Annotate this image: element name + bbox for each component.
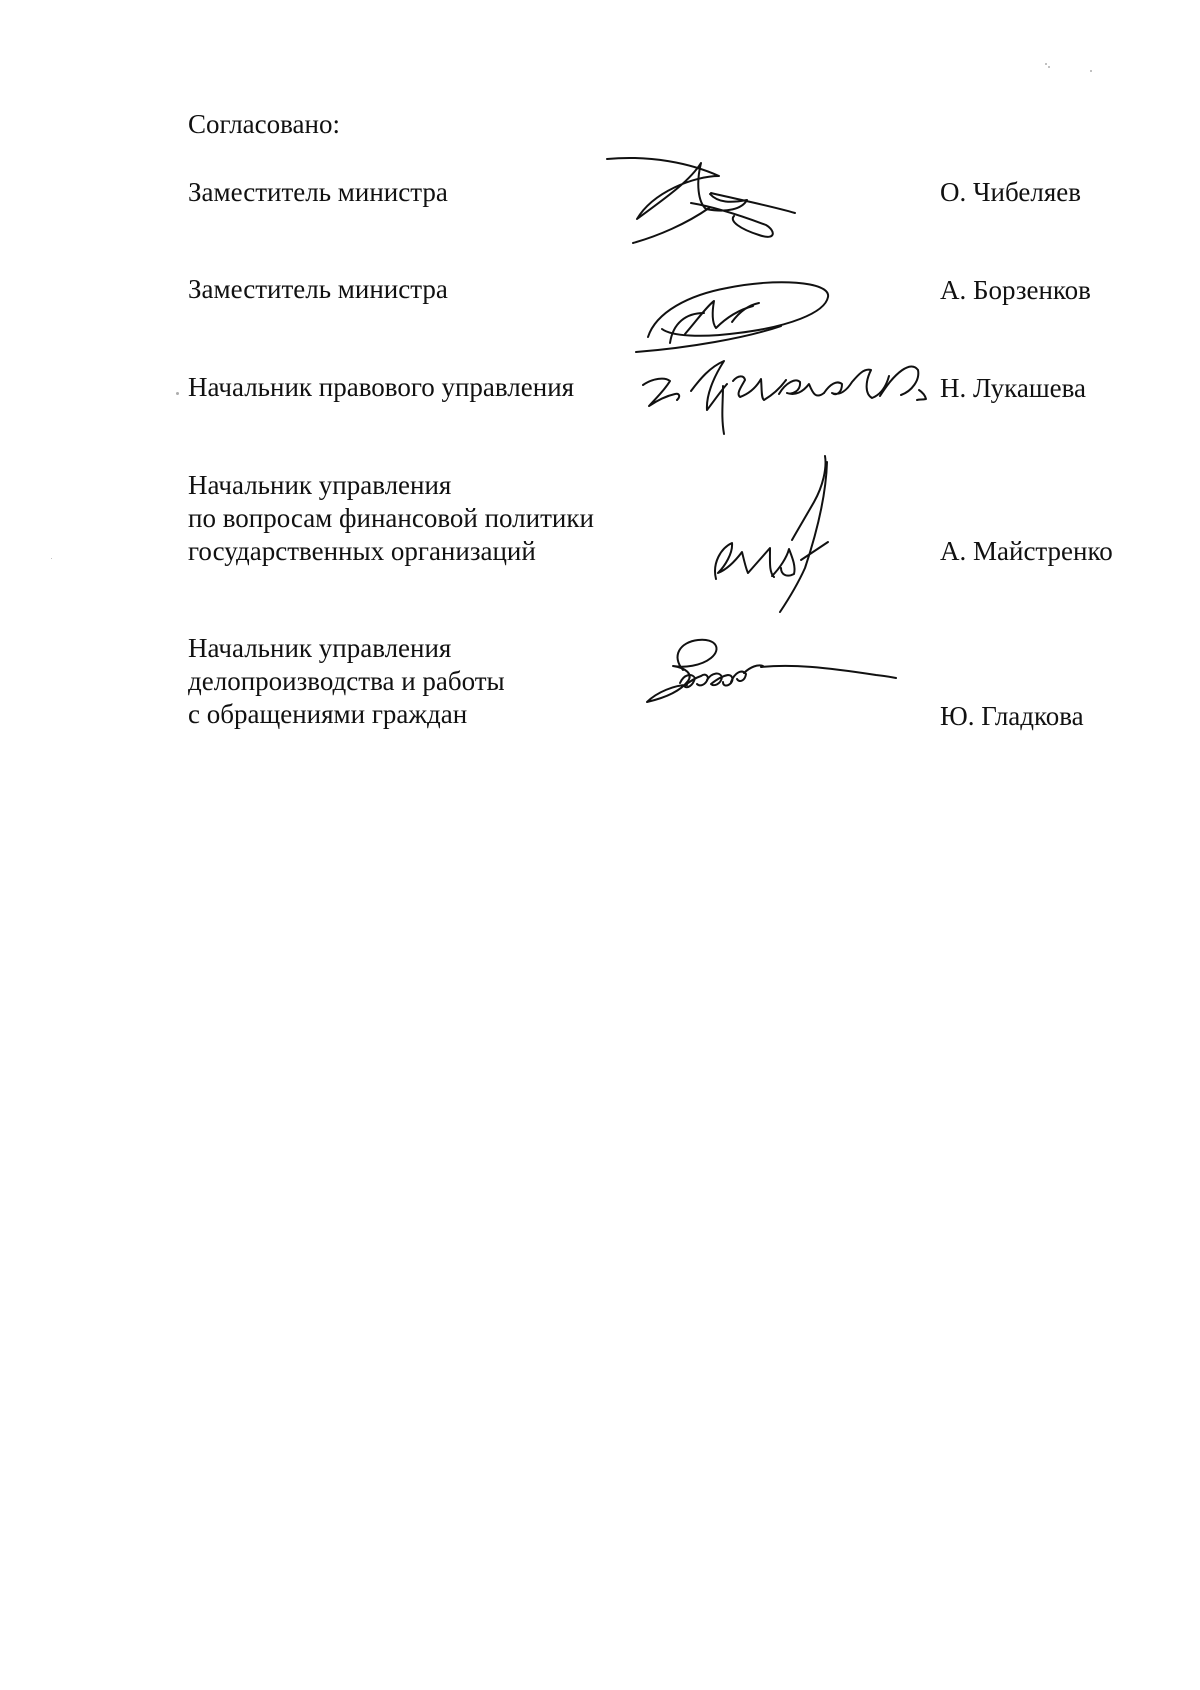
approver-name-maistrenko: А. Майстренко bbox=[940, 536, 1113, 566]
approver-position-2 bbox=[188, 273, 448, 306]
approver-position-line: Начальник управления bbox=[188, 633, 452, 663]
signature-lukasheva bbox=[633, 342, 928, 442]
approver-position-line: делопроизводства и работы bbox=[188, 666, 505, 696]
signature-chibelyaev bbox=[595, 145, 825, 245]
scan-speck bbox=[176, 392, 179, 395]
approver-position-line: по вопросам финансовой политики bbox=[188, 503, 594, 533]
approver-position-line: государственных организаций bbox=[188, 536, 536, 566]
signature-gladkova bbox=[640, 630, 900, 722]
approver-position-line: с обращениями граждан bbox=[188, 699, 468, 729]
approver-position-line: Заместитель министра bbox=[188, 274, 448, 304]
scan-speck bbox=[1045, 63, 1047, 65]
scan-speck bbox=[1090, 70, 1092, 72]
scan-speck bbox=[51, 558, 52, 559]
approver-name-lukasheva: Н. Лукашева bbox=[940, 373, 1086, 403]
approver-position-3 bbox=[188, 371, 574, 404]
approver-position-5 bbox=[188, 632, 505, 731]
approver-position-1 bbox=[188, 176, 448, 209]
approver-position-line: Начальник управления bbox=[188, 470, 452, 500]
approver-name-chibelyaev: О. Чибеляев bbox=[940, 177, 1081, 207]
approver-position-4 bbox=[188, 469, 594, 568]
approval-heading: Согласовано: bbox=[188, 109, 340, 139]
scan-speck bbox=[1048, 66, 1050, 68]
approver-name-borzenkov: А. Борзенков bbox=[940, 275, 1091, 305]
signature-maistrenko bbox=[690, 452, 840, 614]
scanner-mark bbox=[1038, 216, 1120, 232]
approver-position-line: Начальник правового управления bbox=[188, 372, 575, 402]
approver-position-line: Заместитель министра bbox=[188, 177, 448, 207]
approver-name-gladkova: Ю. Гладкова bbox=[940, 701, 1084, 731]
